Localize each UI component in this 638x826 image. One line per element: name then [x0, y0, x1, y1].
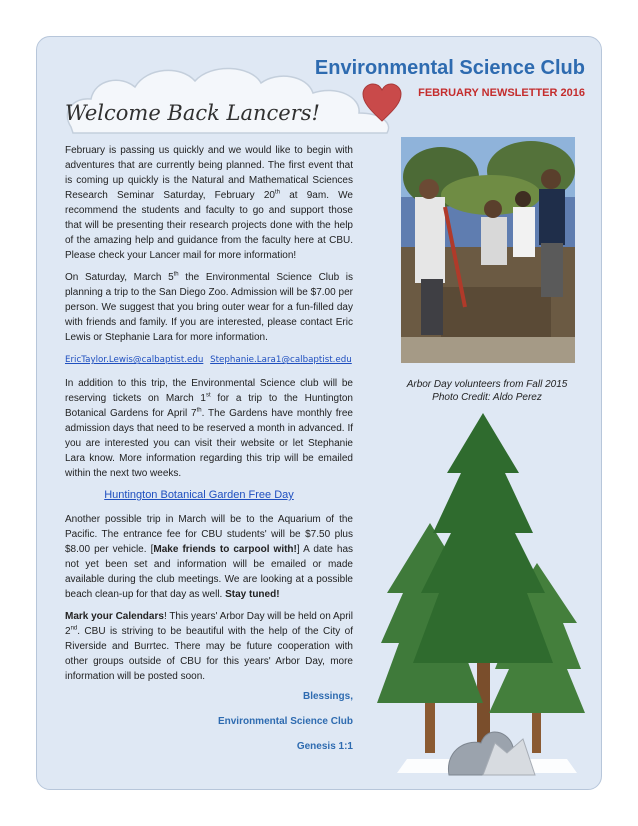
newsletter-label: FEBRUARY NEWSLETTER 2016 — [418, 87, 585, 99]
signoff-verse: Genesis 1:1 — [296, 741, 353, 752]
huntington-link[interactable]: Huntington Botanical Garden Free Day — [104, 489, 294, 501]
welcome-heading: Welcome Back Lancers! — [65, 101, 320, 125]
contact-emails — [65, 352, 353, 368]
signoff-blessings: Blessings, — [302, 691, 353, 702]
newsletter-page — [36, 36, 602, 790]
heart-icon — [361, 83, 403, 123]
pine-trees-illustration — [377, 413, 597, 783]
club-title: Environmental Science Club — [314, 57, 585, 79]
signoff-club: Environmental Science Club — [217, 716, 353, 727]
email-link-eric[interactable]: EricTaylor.Lewis@calbaptist.edu — [65, 355, 204, 365]
paragraph-huntington: In addition to this trip, the Environmental Science club will be reserving tickets on March 1st for a trip to the Huntington Botanical Gardens for April 7th. The Gardens have monthly free admission days that need to be reserved a month in advanced. If you are interested you can visit their website or let Stephanie Lara know. More information regarding this trip will be emailed within the next two weeks. — [65, 378, 353, 479]
paragraph-aquarium: Another possible trip in March will be to the Aquarium of the Pacific. The entrance fee for CBU students' will be $7.50 plus $8.00 per vehicle. [Make friends to carpool with!] A date has not yet been set and information will be emailed or made available during the club meetings. We are looking at a possible beach clean-up for that day as well. Stay tuned! — [65, 514, 354, 600]
paragraph-zoo: On Saturday, March 5th the Environmental Science Club is planning a trip to the San Diego Zoo. Admission will be $7.00 per person. We suggest that you bring outer wear for a fun-filled day with friends and family. If you are interested, please contact Eric Lewis or Stephanie Lara for more information. — [65, 271, 353, 343]
arbor-day-photo — [401, 137, 575, 363]
paragraph-arbor-day: Mark your Calendars! This years' Arbor Day will be held on April 2nd. CBU is striving to be beautiful with the help of the City of Riverside and Burrtec. There may be future cooperation with other groups outside of CBU for this years' Arbor Day, more information will be posted soon. — [65, 611, 353, 682]
email-link-stephanie[interactable]: Stephanie.Lara1@calbaptist.edu — [210, 355, 352, 365]
article-column — [65, 143, 353, 691]
signoff — [218, 689, 353, 764]
paragraph-seminar: February is passing us quickly and we would like to begin with adventures that are currently being planned. The first event that is coming up quickly is the Natural and Mathematical Sciences Research Seminar Saturday, February 20th at 9am. We recommend the students and faculty to go and support those that will be presenting their research projects done with the help of the amazing help and guidance from the faculty here at CBU. Please check your Lancer mail for more information! — [65, 145, 353, 261]
photo-caption: Arbor Day volunteers from Fall 2015 Photo Credit: Aldo Perez — [406, 379, 568, 403]
